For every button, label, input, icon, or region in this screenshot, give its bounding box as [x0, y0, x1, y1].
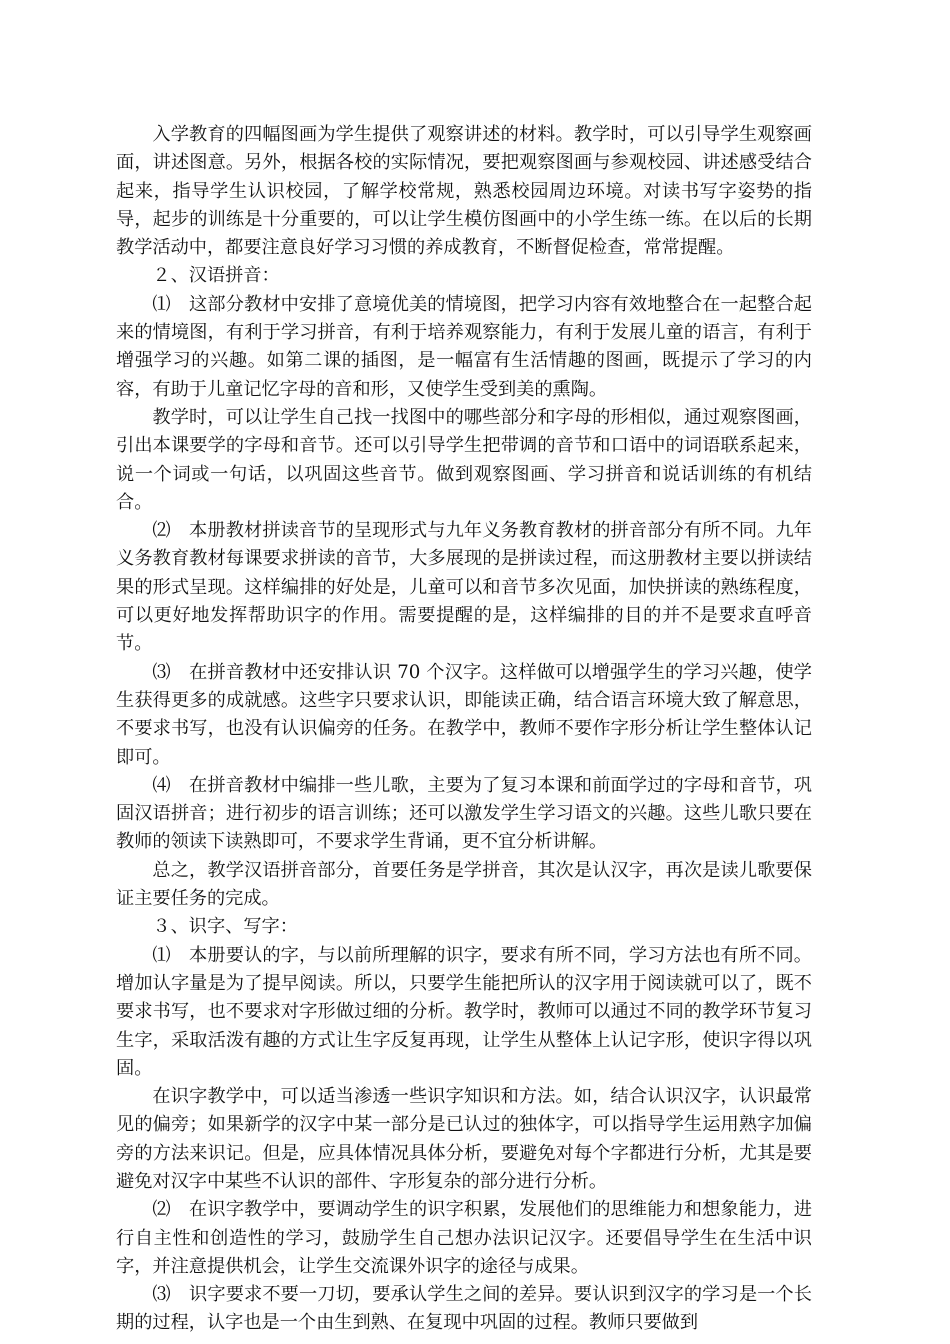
pinyin-summary-paragraph: 总之，教学汉语拼音部分，首要任务是学拼音，其次是认汉字，再次是读儿歌要保证主要任务的完成。: [116, 859, 812, 910]
literacy-item-1: ⑴ 本册要认的字，与以前所理解的识字，要求有所不同，学习方法也有所不同。增加认字量是为了提早阅读。所以，只要学生能把所认的汉字用于阅读就可以了，既不要求书写，也不要求对字形做过细的分析。教学时，教师可以通过不同的教学环节复习生字，采取活泼有趣的方式让生字反复再现，让学生从整体上认记字形，使识字得以巩固。: [116, 944, 812, 1079]
literacy-item-2: ⑵ 在识字教学中，要调动学生的识字积累，发展他们的思维能力和想象能力，进行自主性和创造性的学习，鼓励学生自己想办法识记汉字。还要倡导学生在生活中识字，并注意提供机会，让学生交流课外识字的途径与成果。: [116, 1199, 812, 1277]
pinyin-item-3: ⑶ 在拼音教材中还安排认识 70 个汉字。这样做可以增强学生的学习兴趣，使学生获得更多的成就感。这些字只要求认识，即能读正确，结合语言环境大致了解意思，不要求书写，也没有认识偏旁的任务。在教学中，教师不要作字形分析让学生整体认记即可。: [116, 661, 812, 768]
section-heading-literacy: ３、识字、写字：: [152, 916, 298, 938]
pinyin-item-4: ⑷ 在拼音教材中编排一些儿歌，主要为了复习本课和前面学过的字母和音节，巩固汉语拼音；进行初步的语言训练；还可以激发学生学习语文的兴趣。这些儿歌只要在教师的领读下读熟即可，不要求学生背诵，更不宜分析讲解。: [116, 774, 812, 853]
document-body: [116, 121, 812, 1338]
literacy-item-3: ⑶ 识字要求不要一刀切，要承认学生之间的差异。要认识到汉字的学习是一个长期的过程，认字也是一个由生到熟、在复现中巩固的过程。教师只要做到: [116, 1284, 812, 1334]
intro-paragraph: 入学教育的四幅图画为学生提供了观察讲述的材料。教学时，可以引导学生观察画面，讲述图意。另外，根据各校的实际情况，要把观察图画与参观校园、讲述感受结合起来，指导学生认识校园，了解学校常规，熟悉校园周边环境。对读书写字姿势的指导，起步的训练是十分重要的，可以让学生模仿图画中的小学生练一练。在以后的长期教学活动中，都要注意良好学习习惯的养成教育，不断督促检查，常常提醒。: [116, 124, 812, 259]
literacy-method-paragraph: 在识字教学中，可以适当渗透一些识字知识和方法。如，结合认识汉字，认识最常见的偏旁；如果新学的汉字中某一部分是已认过的独体字，可以指导学生运用熟字加偏旁的方法来识记。但是，应具体情况具体分析，要避免对每个字都进行分析，尤其是要避免对汉字中某些不认识的部件、字形复杂的部分进行分析。: [116, 1086, 812, 1192]
pinyin-teaching-paragraph: 教学时，可以让学生自己找一找图中的哪些部分和字母的形相似，通过观察图画，引出本课要学的字母和音节。还可以引导学生把带调的音节和口语中的词语联系起来，说一个词或一句话，以巩固这些音节。做到观察图画、学习拼音和说话训练的有机结合。: [116, 406, 812, 513]
pinyin-item-1: ⑴ 这部分教材中安排了意境优美的情境图，把学习内容有效地整合在一起整合起来的情境图，有利于学习拼音，有利于培养观察能力，有利于发展儿童的语言，有利于增强学习的兴趣。如第二课的插图，是一幅富有生活情趣的图画，既提示了学习的内容，有助于儿童记忆字母的音和形，又使学生受到美的熏陶。: [116, 293, 812, 400]
pinyin-item-2: ⑵ 本册教材拼读音节的呈现形式与九年义务教育教材的拼音部分有所不同。九年义务教育教材每课要求拼读的音节，大多展现的是拼读过程，而这册教材主要以拼读结果的形式呈现。这样编排的好处是，儿童可以和音节多次见面，加快拼读的熟练程度，可以更好地发挥帮助识字的作用。需要提醒的是，这样编排的目的并不是要求直呼音节。: [116, 520, 812, 655]
section-heading-pinyin: ２、汉语拼音：: [152, 265, 280, 287]
